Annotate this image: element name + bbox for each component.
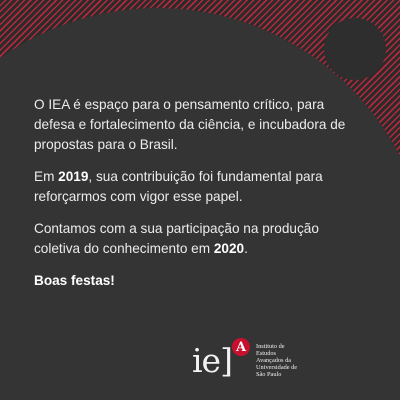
paragraph-2019 — [34, 167, 354, 207]
paragraph-2019-pre: Em — [34, 169, 59, 184]
iea-logo — [192, 338, 298, 382]
paragraph-2020 — [34, 219, 354, 259]
year-2020: 2020 — [213, 241, 245, 256]
paragraph-mission: O IEA é espaço para o pensamento crítico, para defesa e fortalecimento da ciência, e incubadora de propostas para o Brasil. — [34, 97, 346, 152]
small-circle-shape — [324, 18, 386, 80]
paragraph-2020-pre: Contamos com a sua participação na produção coletiva do conhecimento em — [34, 221, 319, 256]
paragraph-2019-post: , sua contribuição foi fundamental para reforçarmos com vigor esse papel. — [34, 169, 323, 204]
logo-line: São Paulo — [256, 371, 282, 378]
logo-line: Instituto de — [256, 343, 285, 350]
year-2019: 2019 — [58, 169, 89, 184]
logo-a-badge-icon: A — [232, 338, 250, 356]
paragraph-2020-post: . — [244, 241, 248, 256]
logo-institution-name — [256, 343, 376, 378]
logo-line: Estudos — [256, 350, 276, 357]
logo-line: Avançados da — [256, 357, 292, 364]
logo-line: Universidade de — [256, 364, 298, 371]
message-body — [34, 95, 354, 303]
logo-mark: ie] — [192, 340, 232, 380]
closing-greeting: Boas festas! — [34, 273, 115, 288]
